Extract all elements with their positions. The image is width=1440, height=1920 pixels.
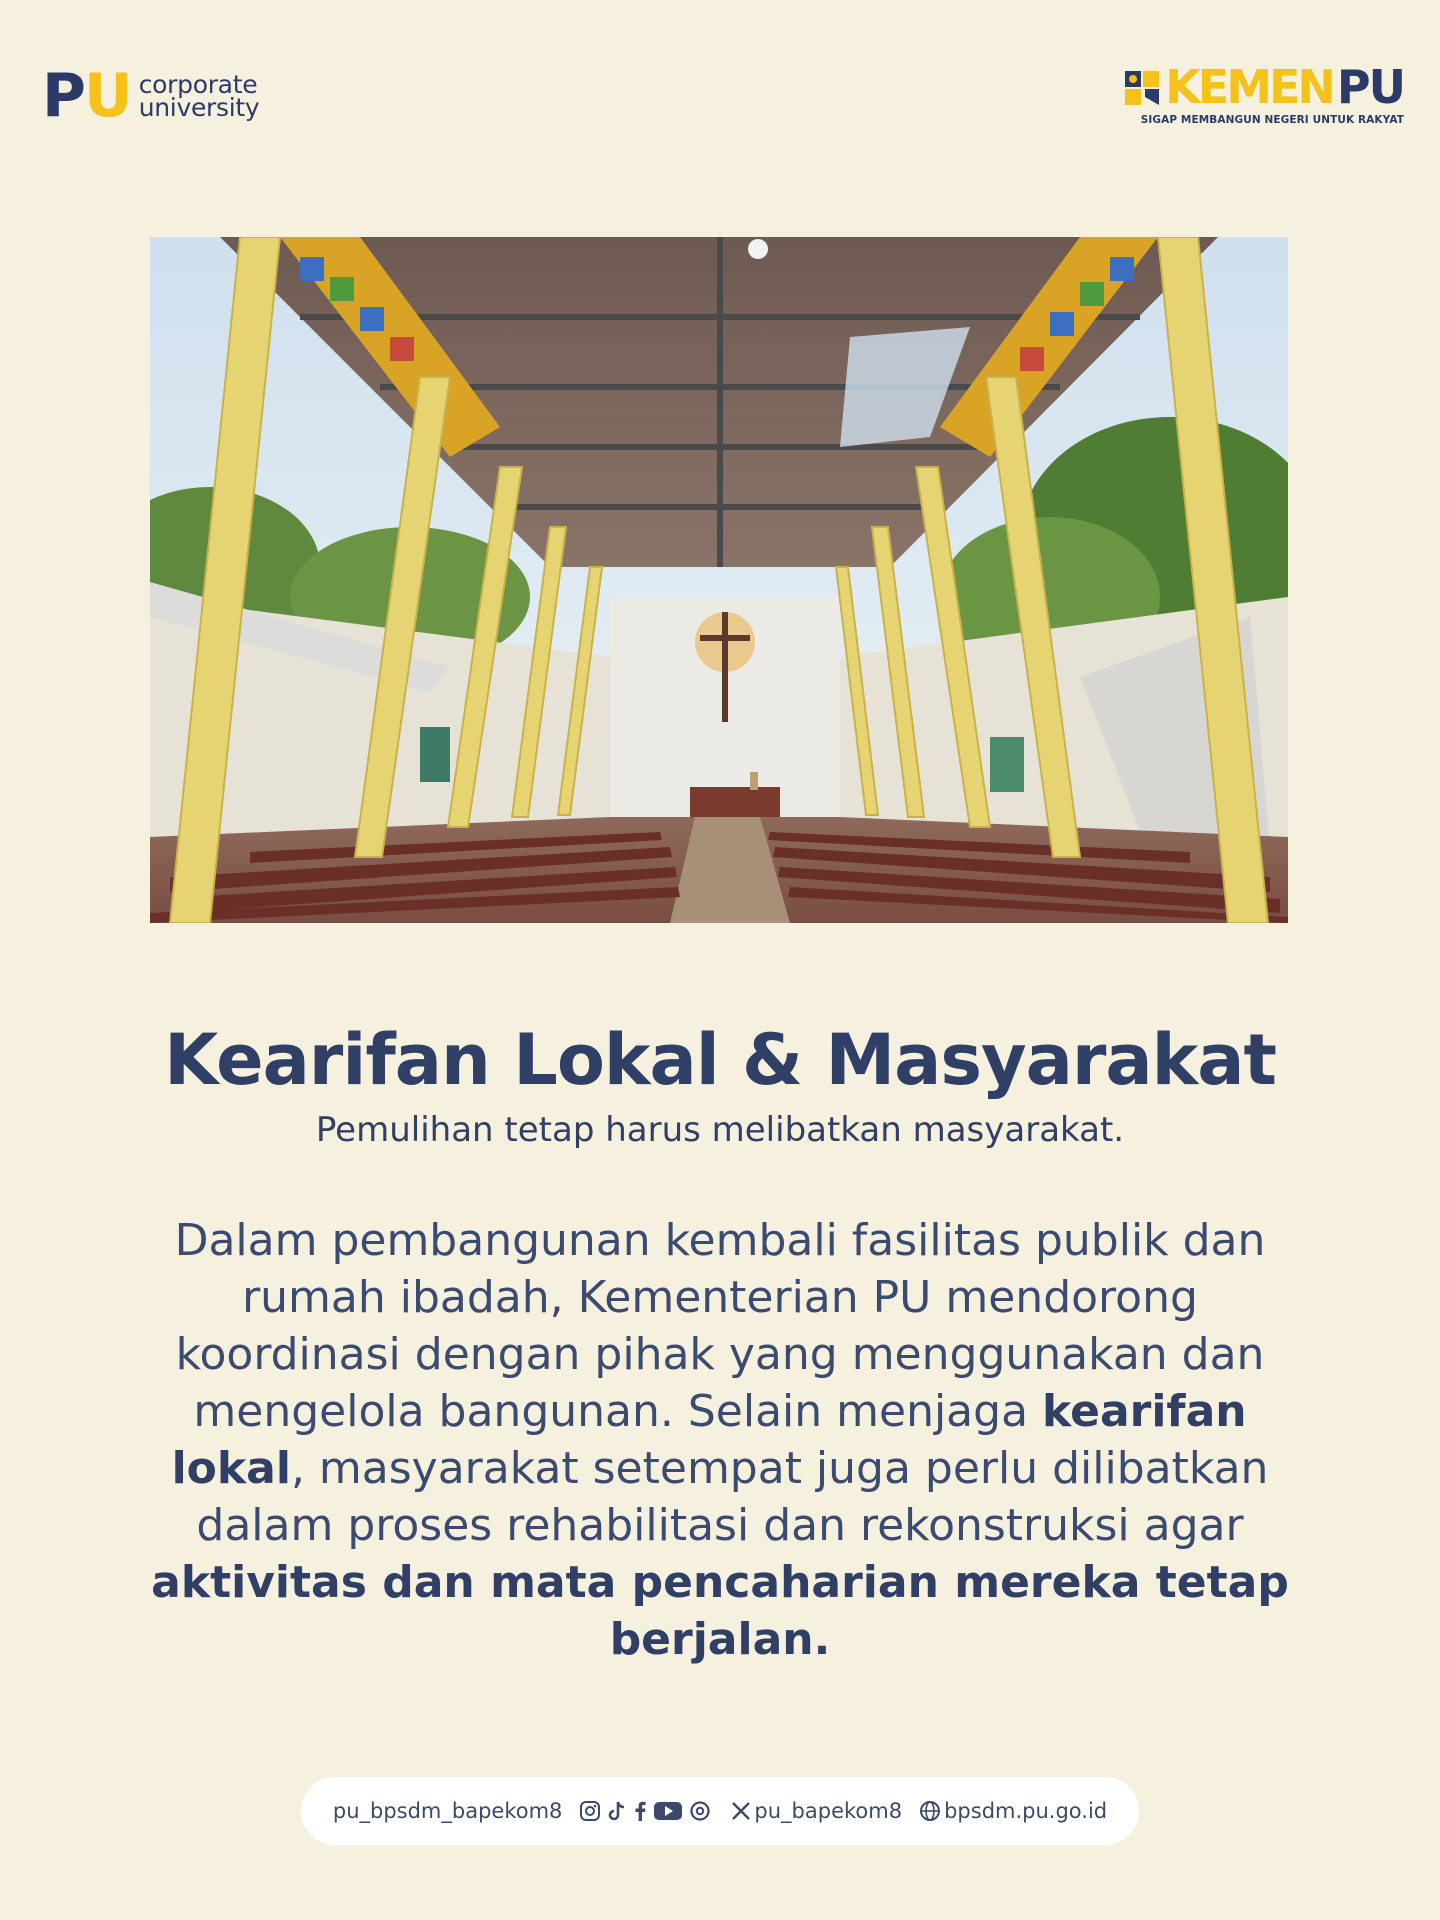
church-interior-photo <box>150 237 1288 923</box>
facebook-icon[interactable] <box>633 1800 647 1822</box>
tiktok-icon[interactable] <box>607 1800 627 1822</box>
page-title: Kearifan Lokal & Masyarakat <box>164 1019 1276 1101</box>
x-icon[interactable] <box>731 1801 751 1821</box>
social-handle-main[interactable]: pu_bpsdm_bapekom8 <box>332 1799 563 1823</box>
body-text-part-2: , masyarakat setempat juga perlu dilibatkan dalam proses rehabilitasi dan rekonstruksi agar <box>196 1443 1269 1551</box>
kemenpu-logo <box>1123 60 1404 126</box>
threads-icon[interactable] <box>689 1800 711 1822</box>
pu-logo-mark <box>42 61 129 131</box>
body-text-part-1: Dalam pembangunan kembali fasilitas publik dan rumah ibadah, Kementerian PU mendorong koordinasi dengan pihak yang menggunakan dan mengelola bangunan. Selain menjaga <box>174 1215 1266 1437</box>
church-interior-illustration <box>150 237 1288 923</box>
globe-icon <box>919 1800 941 1822</box>
social-footer <box>301 1777 1139 1845</box>
corporate-university-text <box>138 70 260 122</box>
kemenpu-word-kemen: KEMEN <box>1165 60 1333 114</box>
pu-logo-letter-u: U <box>83 61 129 131</box>
body-bold-kearifan-lokal: kearifan lokal <box>171 1386 1247 1494</box>
page-subtitle: Pemulihan tetap harus melibatkan masyarakat. <box>315 1110 1125 1150</box>
logo-line-corporate: corporate <box>138 70 258 99</box>
kemenpu-word-pu: PU <box>1336 60 1404 114</box>
pu-corporate-university-logo <box>42 61 260 131</box>
logo-line-university: university <box>138 93 260 122</box>
social-handle-x[interactable]: pu_bapekom8 <box>754 1799 903 1823</box>
kemenpu-tagline: SIGAP MEMBANGUN NEGERI UNTUK RAKYAT <box>1140 114 1404 126</box>
body-bold-aktivitas: aktivitas dan mata pencaharian mereka tetap berjalan. <box>151 1557 1289 1665</box>
youtube-icon[interactable] <box>653 1800 683 1822</box>
pu-logo-letter-p: P <box>42 61 82 131</box>
body-paragraph <box>150 1212 1290 1668</box>
website-link[interactable]: bpsdm.pu.go.id <box>944 1799 1108 1823</box>
kemenpu-emblem-icon <box>1123 67 1163 107</box>
kemenpu-wordmark <box>1123 60 1404 114</box>
instagram-icon[interactable] <box>579 1800 601 1822</box>
